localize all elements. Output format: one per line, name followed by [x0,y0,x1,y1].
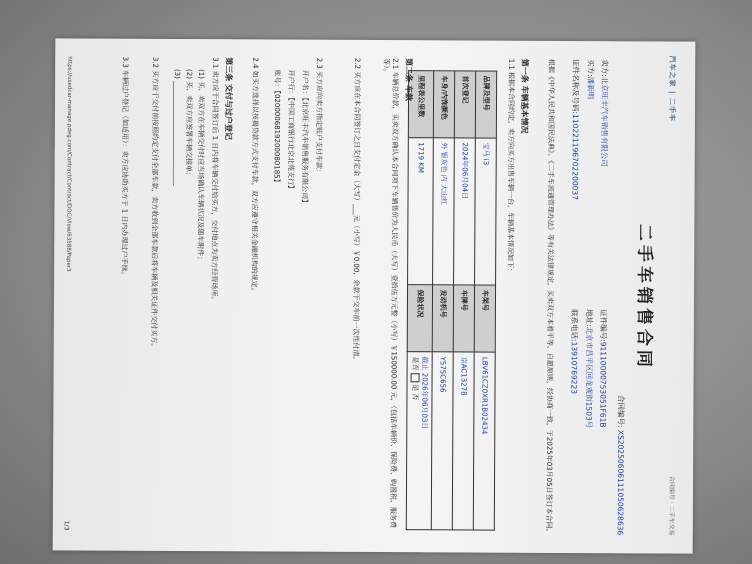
clause-3-1-item-2: (2) 买、卖双方应签署车辆交接单； [184,69,194,180]
buyer-address-label: 地址: [584,309,594,327]
bank-account-number: 账号：【0200006819200080185】 [272,69,282,186]
page-number: 1/3 [63,520,71,531]
bank-branch: 开户行：【中国工商银行北京北苑支行】 [286,69,296,193]
clause-2-2: 2.2 买方应在本合同签订之日支付定金（大写）___元（小写）￥0.00，余款于交车前一次性付清。 [351,57,362,364]
vin-value: LBV61CZ0XR1B02434 [473,352,495,530]
seller-code: 91110000753051F61B [598,341,608,428]
table-row [431,71,454,530]
section-1-heading: 第一条 车辆基本情况 [519,58,530,134]
engine-key: 发动机号 [432,285,453,352]
vin-key: 车架号 [474,285,495,352]
header-tag: 合同编号 · 二手车交易 [667,475,676,536]
seller-code-label: 证件编号: [598,309,608,342]
id-label: 证件名称及号码: [571,59,581,115]
clause-3-3: 3.3 车辆过户登记（如适用）：卖方应协助买方于 1 日内办理过户手续。 [120,56,130,279]
parties-block [564,59,610,539]
clause-2-1: 2.1 车辆总价款，买卖双方确认本合同项下车辆售价为人民币（大写）壹拾伍万元整（小写）￥150000.00 元，（包括车辆价、保险费、购置税、服务费等）。 [382,58,400,529]
contract-number [615,395,625,535]
contract-paper [53,38,696,553]
color-key: 车身/内饰颜色 [433,71,454,138]
reg-key: 首次登记 [454,71,475,138]
footer-url: https://usedcar-manage.pdeg.com/Contract/Contract/DOC/View/63588/Paper3 [64,56,73,272]
mileage-key: 里程表公里数 [408,71,433,138]
seller-name: 北京旺丰汽车销售有限公司 [599,76,610,167]
checkbox-icon [411,373,420,382]
company-logo [663,56,677,126]
bank-account-name: 开户名：【北京旺丰汽车销售服务有限公司】 [300,69,310,207]
buyer-id: 110221196702200037 [570,114,581,201]
brand-value: 宝马 i3 [475,138,497,285]
insurance-value: 截止 2026年06月03日 [420,356,429,430]
color-value: 外 银灰色 内 大山红 [433,138,455,285]
brand-key: 品牌及型号 [475,71,496,138]
plate-key: 车牌号 [453,285,474,352]
reg-value: 2024年06月04日 [454,138,476,285]
clause-3-1: 3.1 卖方应于合同签订后 1 日内将车辆交付给买方，交付地点为卖方经营场所。 [209,57,220,304]
clause-2-3: 2.3 买方应向卖方指定账户支付车款： [314,57,324,177]
document-title: 二手车销售合同 [633,223,655,371]
buyer-name: 潘新明 [585,76,595,100]
clause-3-2: 3.2 买方应于交付前按照约定支付全部车款，卖方收到全部车款后将车辆及相关证件交付买方。 [149,56,160,351]
logo-text: 汽车之家 | 二手车 [667,55,677,123]
seller-label: 卖方: [600,59,610,77]
contract-page [53,38,696,553]
contract-number-value: XS20250606111050628636 [615,429,626,536]
insurance-choice-label: 是否 [411,356,420,371]
section-2-heading: 第二条 车款 [404,58,414,101]
buyer-label: 买方: [585,59,595,77]
clause-1-1: 1.1 根据本合同约定，卖方向买方出售车辆一台，车辆基本情况如下： [506,58,516,276]
vehicle-info-table [406,70,497,530]
buyer-address: 北京市昌平区回龙观街1503号 [583,326,594,429]
engine-value: Y575C656 [431,352,453,530]
section-3-heading: 第三条 交付与过户登记 [223,57,234,141]
insurance-key: 保险状况 [407,285,432,352]
clause-3-1-item-1: (1) 买、卖双方在车辆交付时应当场确认车辆状况及随车附件； [196,69,206,264]
table-row [473,71,496,530]
buyer-phone: 13910769223 [569,341,580,395]
plate-value: 京AC13278 [452,352,474,530]
contract-number-label: 合同编号: [616,395,626,428]
intro-paragraph: 根据《中华人民共和国民法典》、《二手车流通管理办法》等有关法律规定，买卖双方本着平等、自愿原则，经协商一致，于2025年03月05日签订本合同。 [544,58,556,536]
clause-3-1-item-3: (3) ______________________________ [172,68,182,187]
table-row [452,71,475,530]
mileage-value: 1719 KM [408,138,434,285]
phone-label: 联系电话: [570,309,580,342]
insurance-choice: 是 否 [411,383,420,401]
clause-2-4: 2.4 如买方选择以按揭贷款方式支付车款，双方应遵守相关金融机构的规定。 [250,57,260,295]
